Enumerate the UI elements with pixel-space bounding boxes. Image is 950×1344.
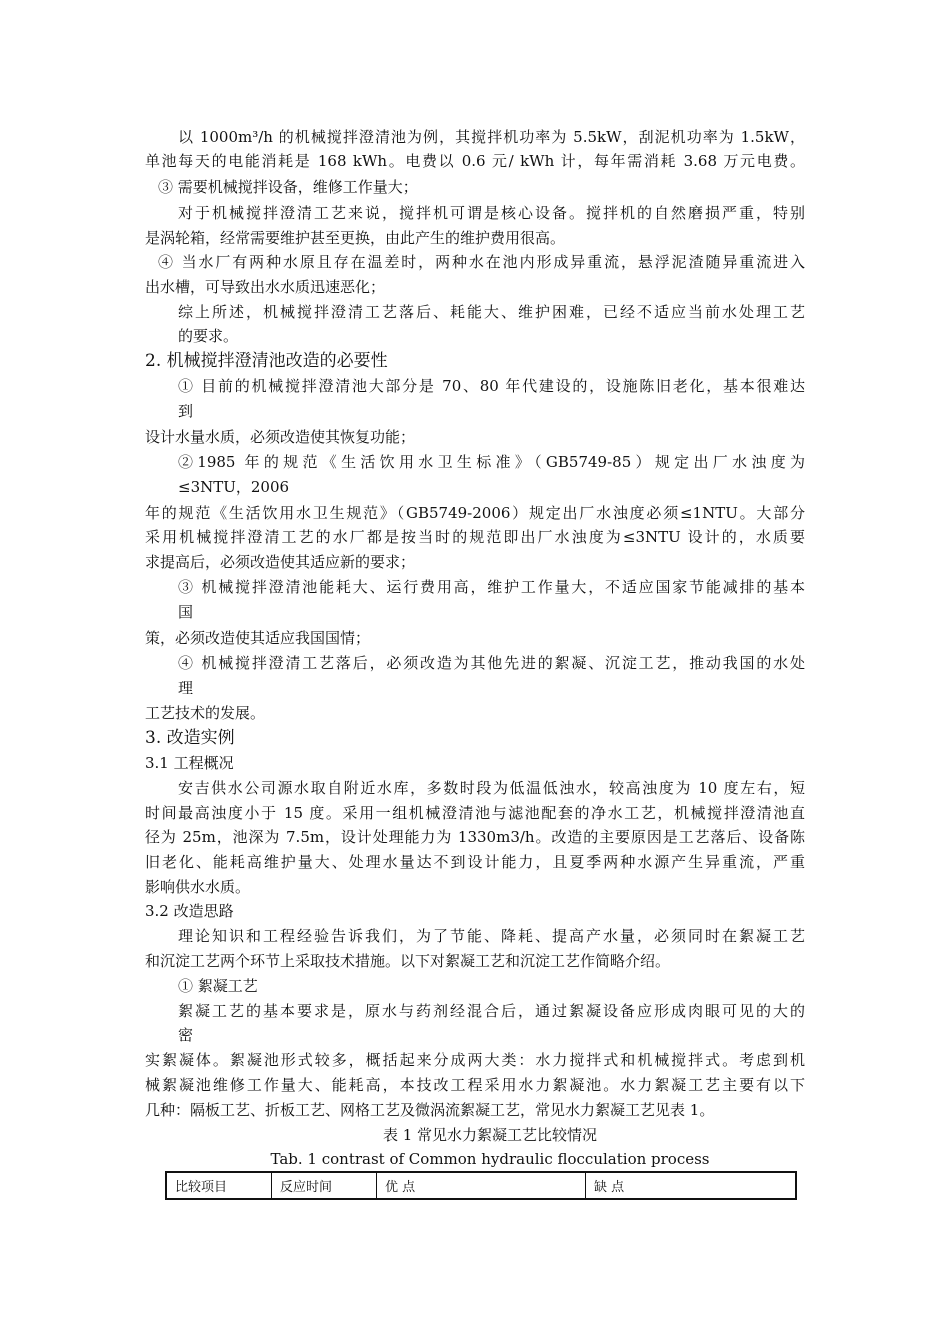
paragraph-line: 几种：隔板工艺、折板工艺、网格工艺及微涡流絮凝工艺，常见水力絮凝工艺见表 1。 (145, 1101, 715, 1119)
paragraph-line: 时间最高浊度小于 15 度。采用一组机械澄清池与滤池配套的净水工艺，机械搅拌澄清池直 (145, 804, 805, 822)
paragraph-line: 对于机械搅拌澄清工艺来说，搅拌机可谓是核心设备。搅拌机的自然磨损严重，特别 (178, 204, 805, 222)
paragraph-line: 年的规范《生活饮用水卫生规范》（GB5749-2006）规定出厂水浊度必须≤1NTU。大部分 (145, 504, 805, 522)
paragraph-line: 采用机械搅拌澄清工艺的水厂都是按当时的规范即出厂水浊度为≤3NTU 设计的，水质要 (145, 528, 805, 546)
paragraph-line: 理 (178, 679, 194, 697)
subsection-heading: 3.2 改造思路 (145, 902, 234, 920)
paragraph-line: 和沉淀工艺两个环节上采取技术措施。以下对絮凝工艺和沉淀工艺作简略介绍。 (145, 952, 671, 970)
paragraph-line: 策，必须改造使其适应我国国情； (145, 629, 371, 647)
list-item: ③ 机械搅拌澄清池能耗大、运行费用高，维护工作量大，不适应国家节能减排的基本 (178, 578, 805, 596)
paragraph-line: 械絮凝池维修工作量大、能耗高，本技改工程采用水力絮凝池。水力絮凝工艺主要有以下 (145, 1076, 805, 1094)
paragraph-line: 理论知识和工程经验告诉我们，为了节能、降耗、提高产水量，必须同时在絮凝工艺 (178, 927, 805, 945)
paragraph-line: 密 (178, 1026, 194, 1044)
paragraph-line: 的要求。 (178, 327, 239, 345)
list-item: ④ 机械搅拌澄清工艺落后，必须改造为其他先进的絮凝、沉淀工艺，推动我国的水处 (178, 654, 805, 672)
list-item: ②1985 年的规范《生活饮用水卫生标准》（GB5749-85）规定出厂水浊度为 (178, 453, 805, 471)
table-header-cell: 缺 点 (586, 1172, 797, 1199)
table-caption-cn: 表 1 常见水力絮凝工艺比较情况 (382, 1126, 598, 1144)
paragraph-line: 旧老化、能耗高维护量大、处理水量达不到设计能力，且夏季两种水源产生异重流，严重 (145, 853, 805, 871)
table-header-cell: 优 点 (377, 1172, 586, 1199)
comparison-table (165, 1171, 797, 1200)
paragraph-line: 综上所述，机械搅拌澄清工艺落后、耗能大、维护困难，已经不适应当前水处理工艺 (178, 303, 805, 321)
list-item: ④ 当水厂有两种水原且存在温差时，两种水在池内形成异重流，悬浮泥渣随异重流进入 (158, 253, 805, 271)
paragraph-line: 径为 25m，池深为 7.5m，设计处理能力为 1330m3/h。改造的主要原因是工艺落后、设备陈 (145, 828, 805, 846)
paragraph-line: 单池每天的电能消耗是 168 kWh。电费以 0.6 元/ kWh 计，每年需消耗 3.68 万元电费。 (145, 152, 805, 170)
section-heading: 3. 改造实例 (145, 728, 235, 748)
list-item: ① 絮凝工艺 (178, 977, 258, 995)
paragraph-line: 影响供水水质。 (145, 878, 251, 896)
subsection-heading: 3.1 工程概况 (145, 754, 234, 772)
list-item: ① 目前的机械搅拌澄清池大部分是 70、80 年代建设的，设施陈旧老化，基本很难达 (178, 377, 805, 395)
list-item: ③ 需要机械搅拌设备，维修工作量大； (158, 178, 418, 196)
table-caption-en: Tab. 1 contrast of Common hydraulic flocculation process (270, 1150, 710, 1168)
section-heading: 2. 机械搅拌澄清池改造的必要性 (145, 351, 388, 371)
table-header-row (166, 1172, 796, 1199)
paragraph-line: 求提高后，必须改造使其适应新的要求； (145, 553, 416, 571)
paragraph-line: ≤3NTU，2006 (178, 478, 290, 496)
paragraph-line: 以 1000m³/h 的机械搅拌澄清池为例，其搅拌机功率为 5.5kW，刮泥机功率为 1.5kW， (178, 128, 805, 146)
paragraph-line: 到 (178, 402, 194, 420)
paragraph-line: 工艺技术的发展。 (145, 704, 266, 722)
paragraph-line: 国 (178, 603, 194, 621)
paragraph-line: 安吉供水公司源水取自附近水库，多数时段为低温低浊水，较高浊度为 10 度左右，短 (178, 779, 805, 797)
table-header-cell: 比较项目 (166, 1172, 272, 1199)
paragraph-line: 出水槽，可导致出水水质迅速恶化； (145, 278, 386, 296)
paragraph-line: 实絮凝体。絮凝池形式较多，概括起来分成两大类：水力搅拌式和机械搅拌式。考虑到机 (145, 1051, 805, 1069)
paragraph-line: 絮凝工艺的基本要求是，原水与药剂经混合后，通过絮凝设备应形成肉眼可见的大的 (178, 1002, 805, 1020)
table-header-cell: 反应时间 (272, 1172, 377, 1199)
paragraph-line: 是涡轮箱，经常需要维护甚至更换，由此产生的维护费用很高。 (145, 229, 566, 247)
paragraph-line: 设计水量水质，必须改造使其恢复功能； (145, 428, 416, 446)
